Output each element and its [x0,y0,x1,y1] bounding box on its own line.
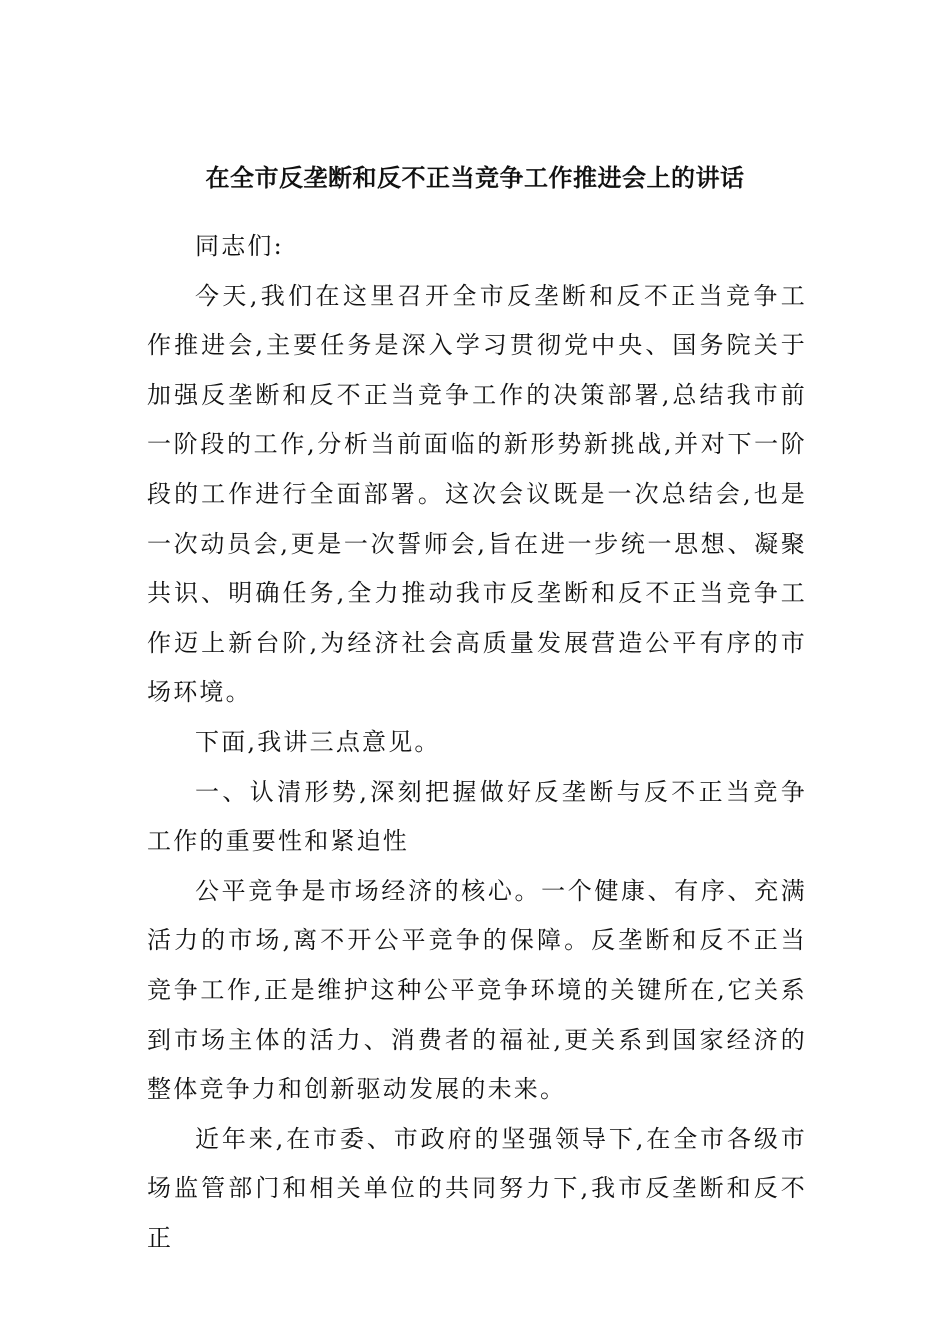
document-body [147,222,807,1263]
document-title: 在全市反垄断和反不正当竞争工作推进会上的讲话 [205,163,745,192]
opening-paragraph: 今天,我们在这里召开全市反垄断和反不正当竞争工作推进会,主要任务是深入学习贯彻党中央、国务院关于加强反垄断和反不正当竞争工作的决策部署,总结我市前一阶段的工作,分析当前面临的新形势新挑战,并对下一阶段的工作进行全面部署。这次会议既是一次总结会,也是一次动员会,更是一次誓师会,旨在进一步统一思想、凝聚共识、明确任务,全力推动我市反垄断和反不正当竞争工作迈上新台阶,为经济社会高质量发展营造公平有序的市场环境。 [147,281,807,707]
body-paragraph: 公平竞争是市场经济的核心。一个健康、有序、充满活力的市场,离不开公平竞争的保障。反垄断和反不正当竞争工作,正是维护这种公平竞争环境的关键所在,它关系到市场主体的活力、消费者的福祉,更关系到国家经济的整体竞争力和创新驱动发展的未来。 [147,876,807,1104]
body-paragraph: 近年来,在市委、市政府的坚强领导下,在全市各级市场监管部门和相关单位的共同努力下,我市反垄断和反不正 [147,1124,807,1252]
transition-paragraph: 下面,我讲三点意见。 [195,727,441,756]
section-heading-1: 一、认清形势,深刻把握做好反垄断与反不正当竞争工作的重要性和紧迫性 [147,777,807,856]
salutation-paragraph: 同志们: [195,232,284,260]
